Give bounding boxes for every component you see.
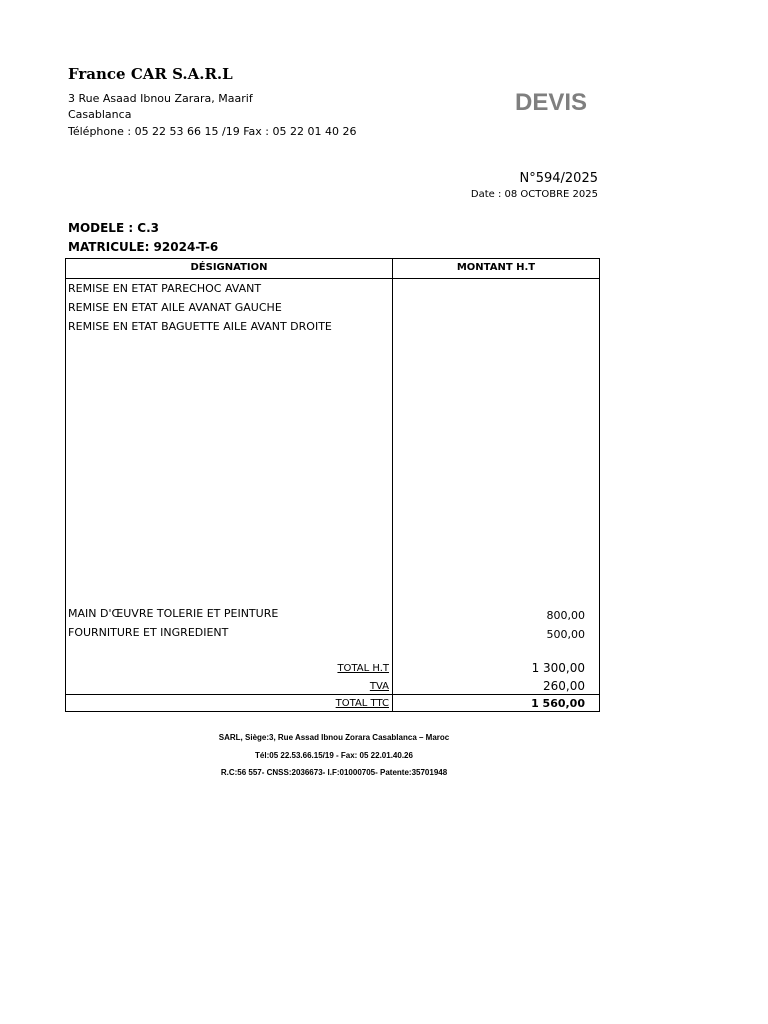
- supplies-charge-amount: 500,00: [546, 628, 585, 641]
- company-name: France CAR S.A.R.L: [68, 65, 233, 83]
- quote-date: Date : 08 OCTOBRE 2025: [470, 189, 598, 200]
- labor-charge-designation: MAIN D'ŒUVRE TOLERIE ET PEINTURE: [68, 607, 279, 620]
- header-divider: [66, 278, 599, 279]
- footer-line1: SARL, Siège:3, Rue Assad Ibnou Zorara Casablanca – Maroc: [218, 733, 450, 742]
- company-phone-fax: Téléphone : 05 22 53 66 15 /19 Fax : 05 22 01 40 26: [68, 125, 357, 138]
- quote-number: N°594/2025: [519, 171, 598, 186]
- total-ttc-value: 1 560,00: [531, 697, 585, 710]
- vehicle-plate: MATRICULE: 92024-T-6: [68, 240, 219, 254]
- vehicle-model: MODELE : C.3: [68, 221, 160, 235]
- line-item-designation: REMISE EN ETAT PARECHOC AVANT: [68, 282, 262, 295]
- tva-value: 260,00: [543, 679, 585, 693]
- document-title: DEVIS: [515, 89, 588, 116]
- company-address-line2: Casablanca: [68, 108, 132, 121]
- tva-label: TVA: [369, 681, 389, 692]
- quote-table: [65, 258, 600, 712]
- line-item-designation: REMISE EN ETAT AILE AVANAT GAUCHE: [68, 301, 282, 314]
- total-ttc-label: TOTAL TTC: [335, 698, 389, 709]
- column-divider: [392, 259, 393, 711]
- designation-header: DÉSIGNATION: [190, 262, 268, 273]
- footer-line2: Tél:05 22.53.66.15/19 - Fax: 05 22.01.40.26: [255, 751, 413, 760]
- total-ht-value: 1 300,00: [531, 661, 585, 675]
- line-item-designation: REMISE EN ETAT BAGUETTE AILE AVANT DROITE: [68, 320, 332, 333]
- amount-header: MONTANT H.T: [456, 262, 536, 273]
- total-ttc-divider: [66, 694, 599, 695]
- footer-line3: R.C:56 557- CNSS:2036673- I.F:01000705- Patente:35701948: [220, 768, 448, 777]
- company-address-line1: 3 Rue Asaad Ibnou Zarara, Maarif: [68, 92, 253, 105]
- total-ht-label: TOTAL H.T: [337, 663, 389, 674]
- labor-charge-amount: 800,00: [546, 609, 585, 622]
- supplies-charge-designation: FOURNITURE ET INGREDIENT: [68, 626, 229, 639]
